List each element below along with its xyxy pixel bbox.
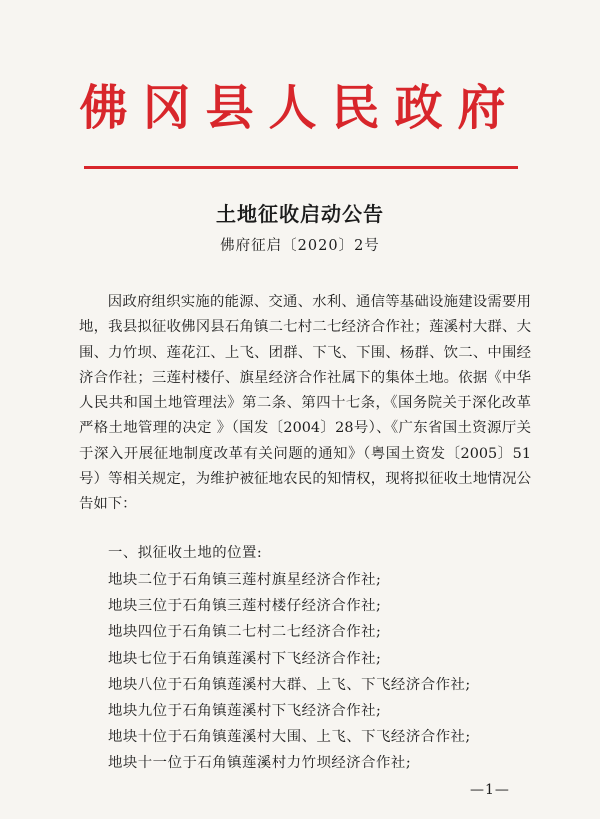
section-heading-location: 一、拟征收土地的位置: — [108, 545, 263, 561]
document-number: 佛府征启〔2020〕2号 — [220, 238, 380, 254]
parcel-list — [108, 567, 471, 777]
parcel-item: 地块二位于石角镇三莲村旗星经济合作社; — [108, 572, 382, 588]
parcel-item: 地块四位于石角镇二七村二七经济合作社; — [108, 624, 382, 641]
parcel-item: 地块七位于石角镇莲溪村下飞经济合作社; — [108, 650, 382, 667]
notice-body — [79, 290, 531, 518]
parcel-item: 地块十一位于石角镇莲溪村力竹坝经济合作社; — [108, 755, 412, 772]
body-paragraph: 因政府组织实施的能源、交通、水利、通信等基础设施建设需要用地，我县拟征收佛冈县石角镇二七村二七经济合作社；莲溪村大群、大围、力竹坝、莲花江、上飞、团群、下飞、下围、杨群、饮二、中围经济合作社；三莲村楼仔、旗星经济合作社属下的集体土地。依据《中华人民共和国土地管理法》第二条、第四十七条，《国务院关于深化改革严格土地管理的决定 》（国发〔2004〕28号）、《广东省国土资源厅关于深入开展征地制度改革有关问题的通知》（粤国土资发〔2005〕51号）等相关规定，为维护被征地农民的知情权，现将拟征收土地情况公告如下： — [79, 294, 531, 513]
notice-title: 土地征收启动公告 — [216, 202, 384, 226]
parcel-item: 地块八位于石角镇莲溪村大群、上飞、下飞经济合作社; — [108, 676, 471, 693]
parcel-item: 地块九位于石角镇莲溪村下飞经济合作社; — [108, 702, 382, 719]
parcel-item: 地块十位于石角镇莲溪村大围、上飞、下飞经济合作社; — [108, 729, 471, 746]
header-red-rule — [84, 166, 518, 169]
page-number: —1— — [470, 782, 510, 798]
issuer-header: 佛冈县人民政府 — [79, 80, 521, 136]
parcel-item: 地块三位于石角镇三莲村楼仔经济合作社; — [108, 598, 382, 615]
